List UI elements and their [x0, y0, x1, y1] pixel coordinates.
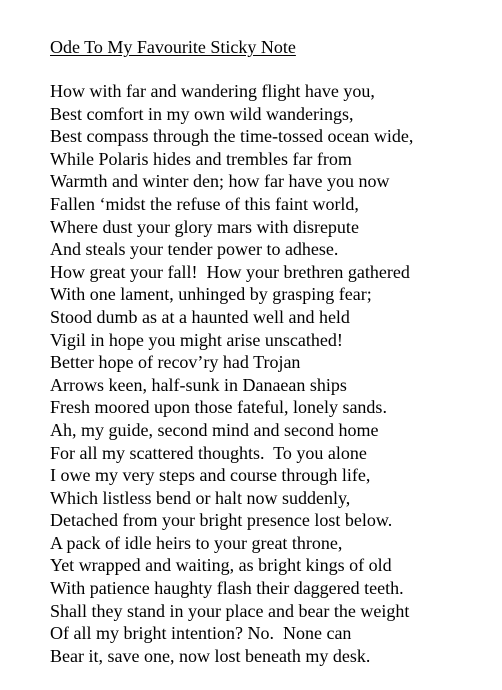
poem-line: Fresh moored upon those fateful, lonely sands.: [50, 397, 387, 418]
poem-line: Best comfort in my own wild wanderings,: [50, 103, 354, 124]
poem-line: How with far and wandering flight have you,: [50, 81, 375, 101]
poem-title: Ode To My Favourite Sticky Note: [50, 37, 296, 57]
poem-line: A pack of idle heirs to your great throne,: [50, 532, 343, 553]
poem-line: Better hope of recov’ry had Trojan: [50, 352, 301, 373]
poem-line: Yet wrapped and waiting, as bright kings of old: [50, 555, 392, 576]
poem-line: Stood dumb as at a haunted well and held: [50, 306, 350, 327]
poem-line: How great your fall! How your brethren gathered: [50, 261, 410, 282]
poem-line: With one lament, unhinged by grasping fear;: [50, 284, 372, 305]
document-page: [50, 36, 490, 667]
poem-line: Fallen ‘midst the refuse of this faint world,: [50, 193, 359, 214]
poem-line: I owe my very steps and course through life,: [50, 465, 371, 486]
poem-line: Bear it, save one, now lost beneath my desk.: [50, 645, 371, 666]
poem-line: Where dust your glory mars with disrepute: [50, 216, 359, 237]
poem-body: [50, 80, 490, 667]
poem-line: Shall they stand in your place and bear the weight: [50, 600, 410, 621]
poem-line: While Polaris hides and trembles far from: [50, 148, 352, 169]
poem-line: Vigil in hope you might arise unscathed!: [50, 329, 343, 350]
poem-line: Warmth and winter den; how far have you now: [50, 171, 390, 192]
poem-line: Of all my bright intention? No. None can: [50, 623, 352, 644]
poem-line: With patience haughty flash their daggered teeth.: [50, 578, 404, 599]
poem-line: And steals your tender power to adhese.: [50, 239, 339, 260]
poem-line: Which listless bend or halt now suddenly,: [50, 487, 351, 508]
poem-line: Ah, my guide, second mind and second home: [50, 419, 379, 440]
poem-line: Detached from your bright presence lost below.: [50, 510, 393, 531]
poem-line: Arrows keen, half-sunk in Danaean ships: [50, 374, 347, 395]
poem-line: For all my scattered thoughts. To you alone: [50, 442, 367, 463]
poem-line: Best compass through the time-tossed ocean wide,: [50, 126, 414, 147]
